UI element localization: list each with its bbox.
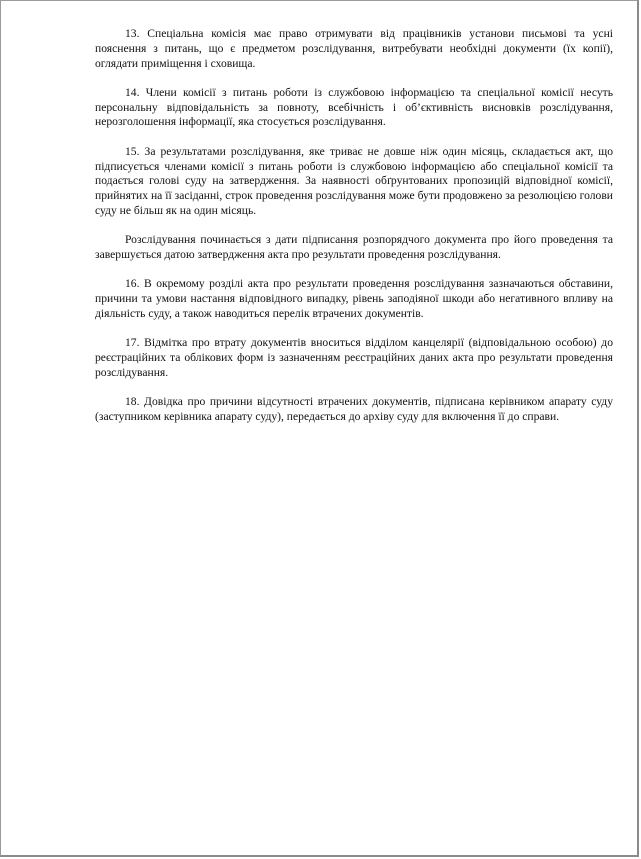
paragraph-18: 18. Довідка про причини відсутності втрачених документів, підписана керівником апарату суду (заступником керівника апарату суду), передається до архіву суду для включення її до справи. <box>95 395 613 423</box>
paragraph-16: 16. В окремому розділі акта про результати проведення розслідування зазначаються обставини, причини та умови настання відповідного випадку, рівень заподіяної шкоди або негативного впливу на діяльність суду, а також наводиться перелік втрачених документів. <box>95 277 613 320</box>
paragraph-15-continued: Розслідування починається з дати підписання розпорядчого документа про його проведення та завершується датою затвердження акта про результати проведення розслідування. <box>95 233 613 262</box>
paragraph-17: 17. Відмітка про втрату документів вноситься відділом канцелярії (відповідальною особою) до реєстраційних та облікових форм із зазначенням реєстраційних даних акта про результати проведення розслідування. <box>95 336 613 379</box>
paragraph-14: 14. Члени комісії з питань роботи із службовою інформацією та спеціальної комісії несуть персональну відповідальність за повноту, всебічність і об’єктивність висновків розслідування, нерозголошення інформації, яка стосується розслідування. <box>95 85 613 129</box>
paragraph-15: 15. За результатами розслідування, яке триває не довше ніж один місяць, складається акт, що підписується членами комісії з питань роботи із службовою інформацією або спеціальної комісії та подається голові суду на затвердження. За наявності обґрунтованих пропозицій відповідної комісії, прийнятих на її засіданні, строк проведення розслідування може бути продовжено за резолюцією голови суду не більш як на один місяць. <box>95 144 613 217</box>
document-body <box>95 27 613 439</box>
paragraph-13: 13. Спеціальна комісія має право отримувати від працівників установи письмові та усні пояснення з питань, що є предметом розслідування, витребувати необхідні документи (їх копії), оглядати приміщення і сховища. <box>95 27 613 70</box>
